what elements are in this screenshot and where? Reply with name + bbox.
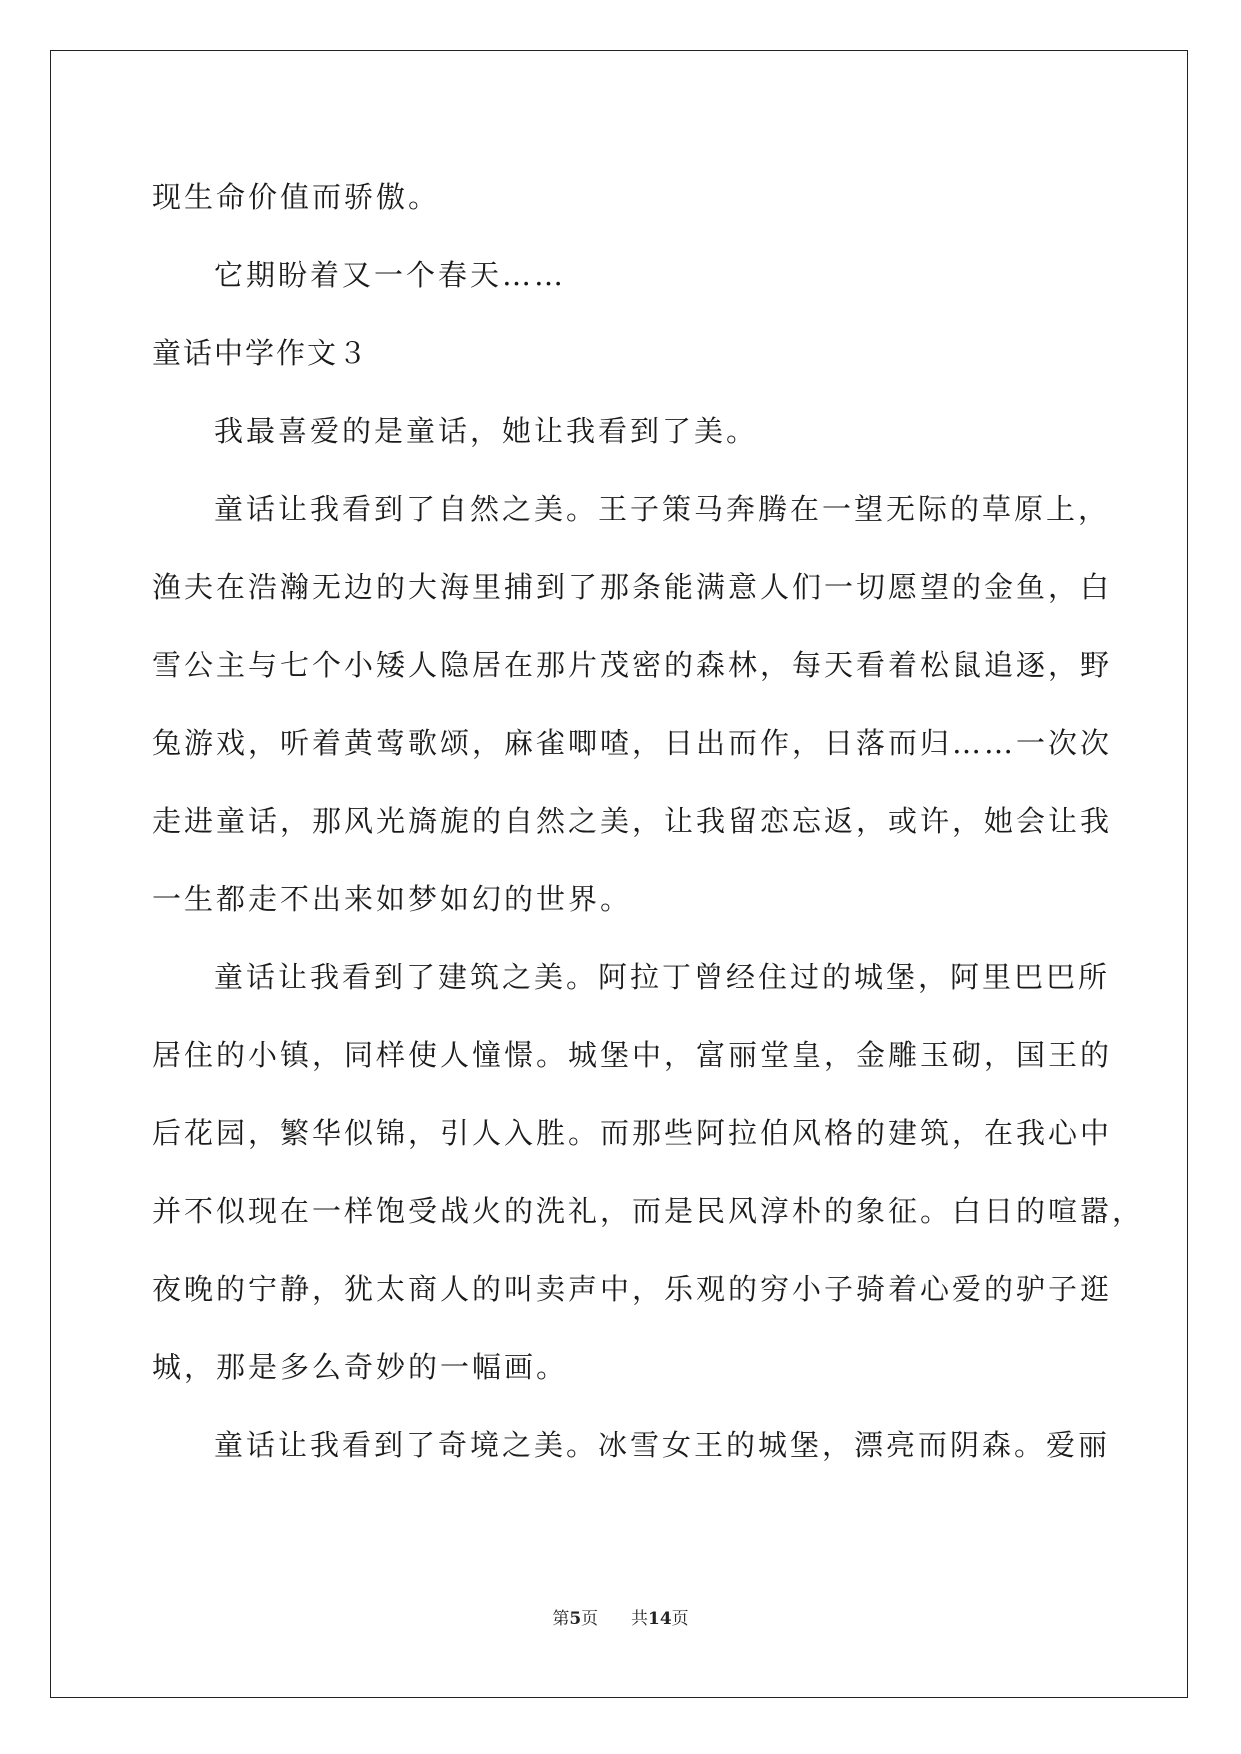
document-body xyxy=(152,158,1145,1484)
total-pages: 14 xyxy=(647,1609,672,1629)
text-line-8: 兔游戏，听着黄莺歌颂，麻雀唧喳，日出而作，日落而归……一次次 xyxy=(152,726,1113,760)
total-label-suffix: 页 xyxy=(671,1609,689,1629)
text-line-13: 后花园，繁华似锦，引人入胜。而那些阿拉伯风格的建筑，在我心中 xyxy=(152,1116,1113,1150)
text-line-15: 夜晚的宁静，犹太商人的叫卖声中，乐观的穷小子骑着心爱的驴子逛 xyxy=(152,1272,1113,1306)
text-line-5: 童话让我看到了自然之美。王子策马奔腾在一望无际的草原上， xyxy=(214,492,1111,526)
page-footer xyxy=(0,1604,1241,1629)
text-line-9: 走进童话，那风光旖旎的自然之美，让我留恋忘返，或许，她会让我 xyxy=(152,804,1113,838)
text-line-17: 童话让我看到了奇境之美。冰雪女王的城堡，漂亮而阴森。爱丽 xyxy=(214,1428,1111,1462)
text-line-1: 现生命价值而骄傲。 xyxy=(152,180,441,214)
text-line-16: 城，那是多么奇妙的一幅画。 xyxy=(152,1350,569,1384)
text-line-4: 我最喜爱的是童话，她让我看到了美。 xyxy=(214,414,759,448)
text-line-14: 并不似现在一样饱受战火的洗礼，而是民风淳朴的象征。白日的喧嚣， xyxy=(152,1194,1145,1228)
text-line-2: 它期盼着又一个春天…… xyxy=(214,258,567,292)
text-line-11: 童话让我看到了建筑之美。阿拉丁曾经住过的城堡，阿里巴巴所 xyxy=(214,960,1111,994)
text-line-7: 雪公主与七个小矮人隐居在那片茂密的森林，每天看着松鼠追逐，野 xyxy=(152,648,1113,682)
text-line-12: 居住的小镇，同样使人憧憬。城堡中，富丽堂皇，金雕玉砌，国王的 xyxy=(152,1038,1113,1072)
page-label-suffix: 页 xyxy=(581,1609,599,1629)
section-heading: 童话中学作文３ xyxy=(152,336,370,370)
page-label-prefix: 第 xyxy=(552,1609,570,1629)
total-label-prefix: 共 xyxy=(630,1609,648,1629)
page-number: 5 xyxy=(569,1609,582,1629)
text-line-10: 一生都走不出来如梦如幻的世界。 xyxy=(152,882,633,916)
text-line-6: 渔夫在浩瀚无边的大海里捕到了那条能满意人们一切愿望的金鱼，白 xyxy=(152,570,1113,604)
